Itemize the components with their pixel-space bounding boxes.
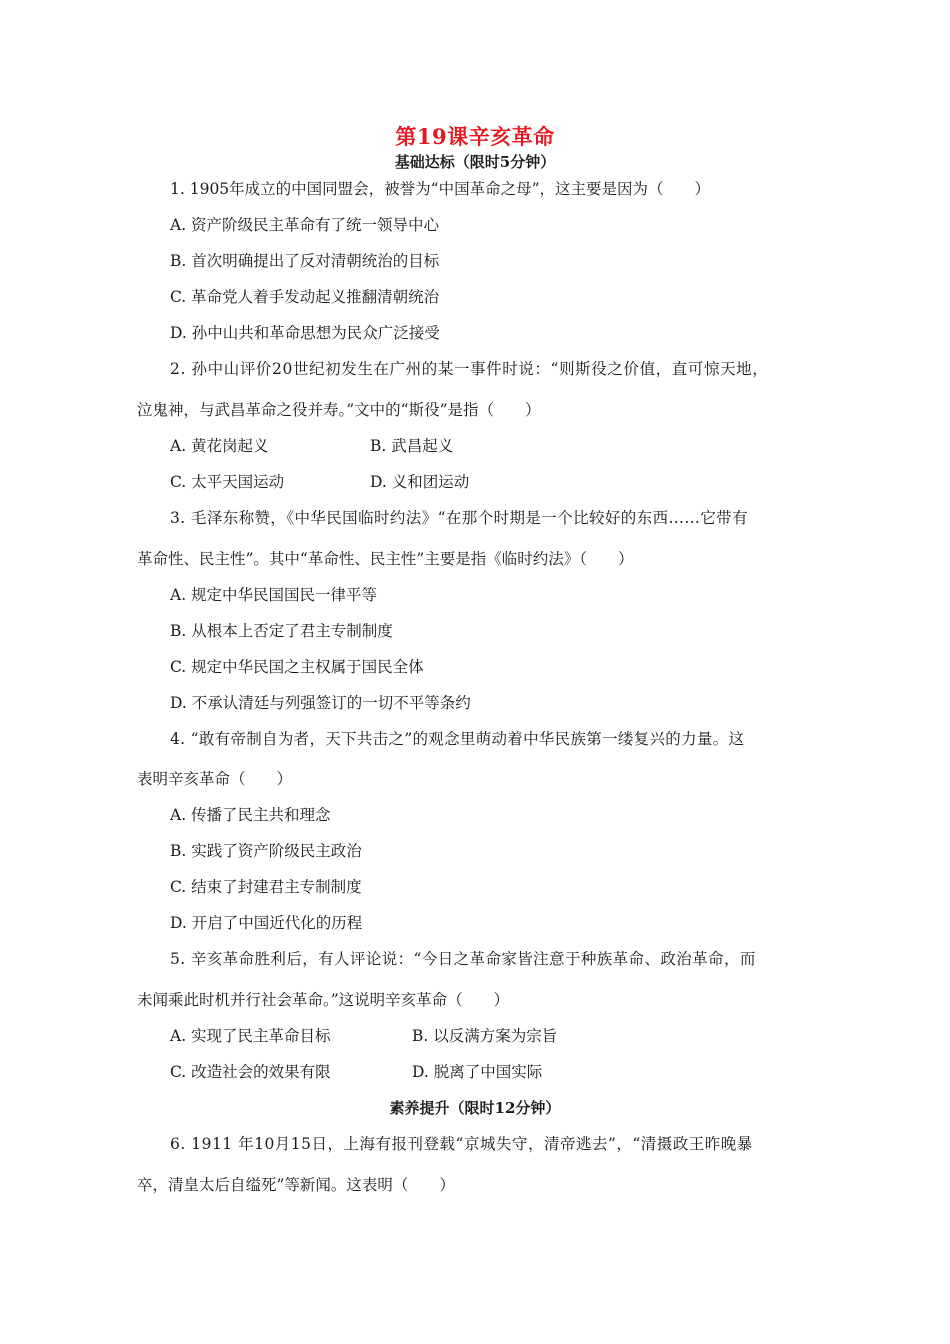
question-1-option-c: C. 革命党人着手发动起义推翻清朝统治 xyxy=(170,288,440,306)
question-2-option-c: C. 太平天国运动 xyxy=(170,473,285,491)
question-5-option-d: D. 脱离了中国实际 xyxy=(412,1063,543,1081)
question-3-option-a: A. 规定中华民国国民一律平等 xyxy=(170,586,378,604)
question-5-option-c: C. 改造社会的效果有限 xyxy=(170,1063,331,1081)
question-3-stem-line-2: 革命性、民主性”。其中“革命性、民主性”主要是指《临时约法》（ ） xyxy=(137,550,634,568)
question-3-option-b: B. 从根本上否定了君主专制制度 xyxy=(170,622,393,640)
question-5-option-b: B. 以反满方案为宗旨 xyxy=(412,1027,558,1045)
question-3-option-c: C. 规定中华民国之主权属于国民全体 xyxy=(170,658,424,676)
question-1-option-a: A. 资产阶级民主革命有了统一领导中心 xyxy=(170,216,440,234)
question-1-option-d: D. 孙中山共和革命思想为民众广泛接受 xyxy=(170,324,440,342)
question-2-option-b: B. 武昌起义 xyxy=(370,437,454,455)
question-4-option-a: A. 传播了民主共和理念 xyxy=(170,806,331,824)
section-heading-basic: 基础达标（限时5分钟） xyxy=(394,153,556,171)
question-5-stem-line-1: 5. 辛亥革命胜利后，有人评论说：“今日之革命家皆注意于种族革命、政治革命，而 xyxy=(170,950,756,968)
question-5-stem-line-2: 未闻乘此时机并行社会革命。”这说明辛亥革命（ ） xyxy=(137,991,510,1009)
question-4-stem-line-1: 4. “敢有帝制自为者，天下共击之”的观念里萌动着中华民族第一缕复兴的力量。这 xyxy=(170,730,745,748)
question-2-stem-line-1: 2. 孙中山评价20世纪初发生在广州的某一事件时说：“则斯役之价值，直可惊天地， xyxy=(170,360,769,378)
question-3-option-d: D. 不承认清廷与列强签订的一切不平等条约 xyxy=(170,694,471,712)
question-5-option-a: A. 实现了民主革命目标 xyxy=(170,1027,331,1045)
question-6-stem-line-2: 卒，清皇太后自缢死”等新闻。这表明（ ） xyxy=(137,1176,455,1194)
section-heading-advanced: 素养提升（限时12分钟） xyxy=(389,1099,561,1117)
question-4-option-b: B. 实践了资产阶级民主政治 xyxy=(170,842,362,860)
question-1-stem: 1. 1905年成立的中国同盟会，被誉为“中国革命之母”，这主要是因为（ ） xyxy=(170,180,711,198)
question-2-option-a: A. 黄花岗起义 xyxy=(170,437,269,455)
question-2-stem-line-2: 泣鬼神，与武昌革命之役并寿。”文中的“斯役”是指（ ） xyxy=(137,401,541,419)
question-4-stem-line-2: 表明辛亥革命（ ） xyxy=(137,770,293,788)
question-4-option-c: C. 结束了封建君主专制制度 xyxy=(170,878,362,896)
question-1-option-b: B. 首次明确提出了反对清朝统治的目标 xyxy=(170,252,440,270)
question-6-stem-line-1: 6. 1911 年10月15日，上海有报刊登载“京城失守，清帝逃去”，“清摄政王昨晚暴 xyxy=(170,1135,753,1153)
question-4-option-d: D. 开启了中国近代化的历程 xyxy=(170,914,363,932)
question-2-option-d: D. 义和团运动 xyxy=(370,473,470,491)
page-title: 第19课辛亥革命 xyxy=(395,124,555,149)
question-3-stem-line-1: 3. 毛泽东称赞，《中华民国临时约法》“在那个时期是一个比较好的东西……它带有 xyxy=(170,509,748,527)
